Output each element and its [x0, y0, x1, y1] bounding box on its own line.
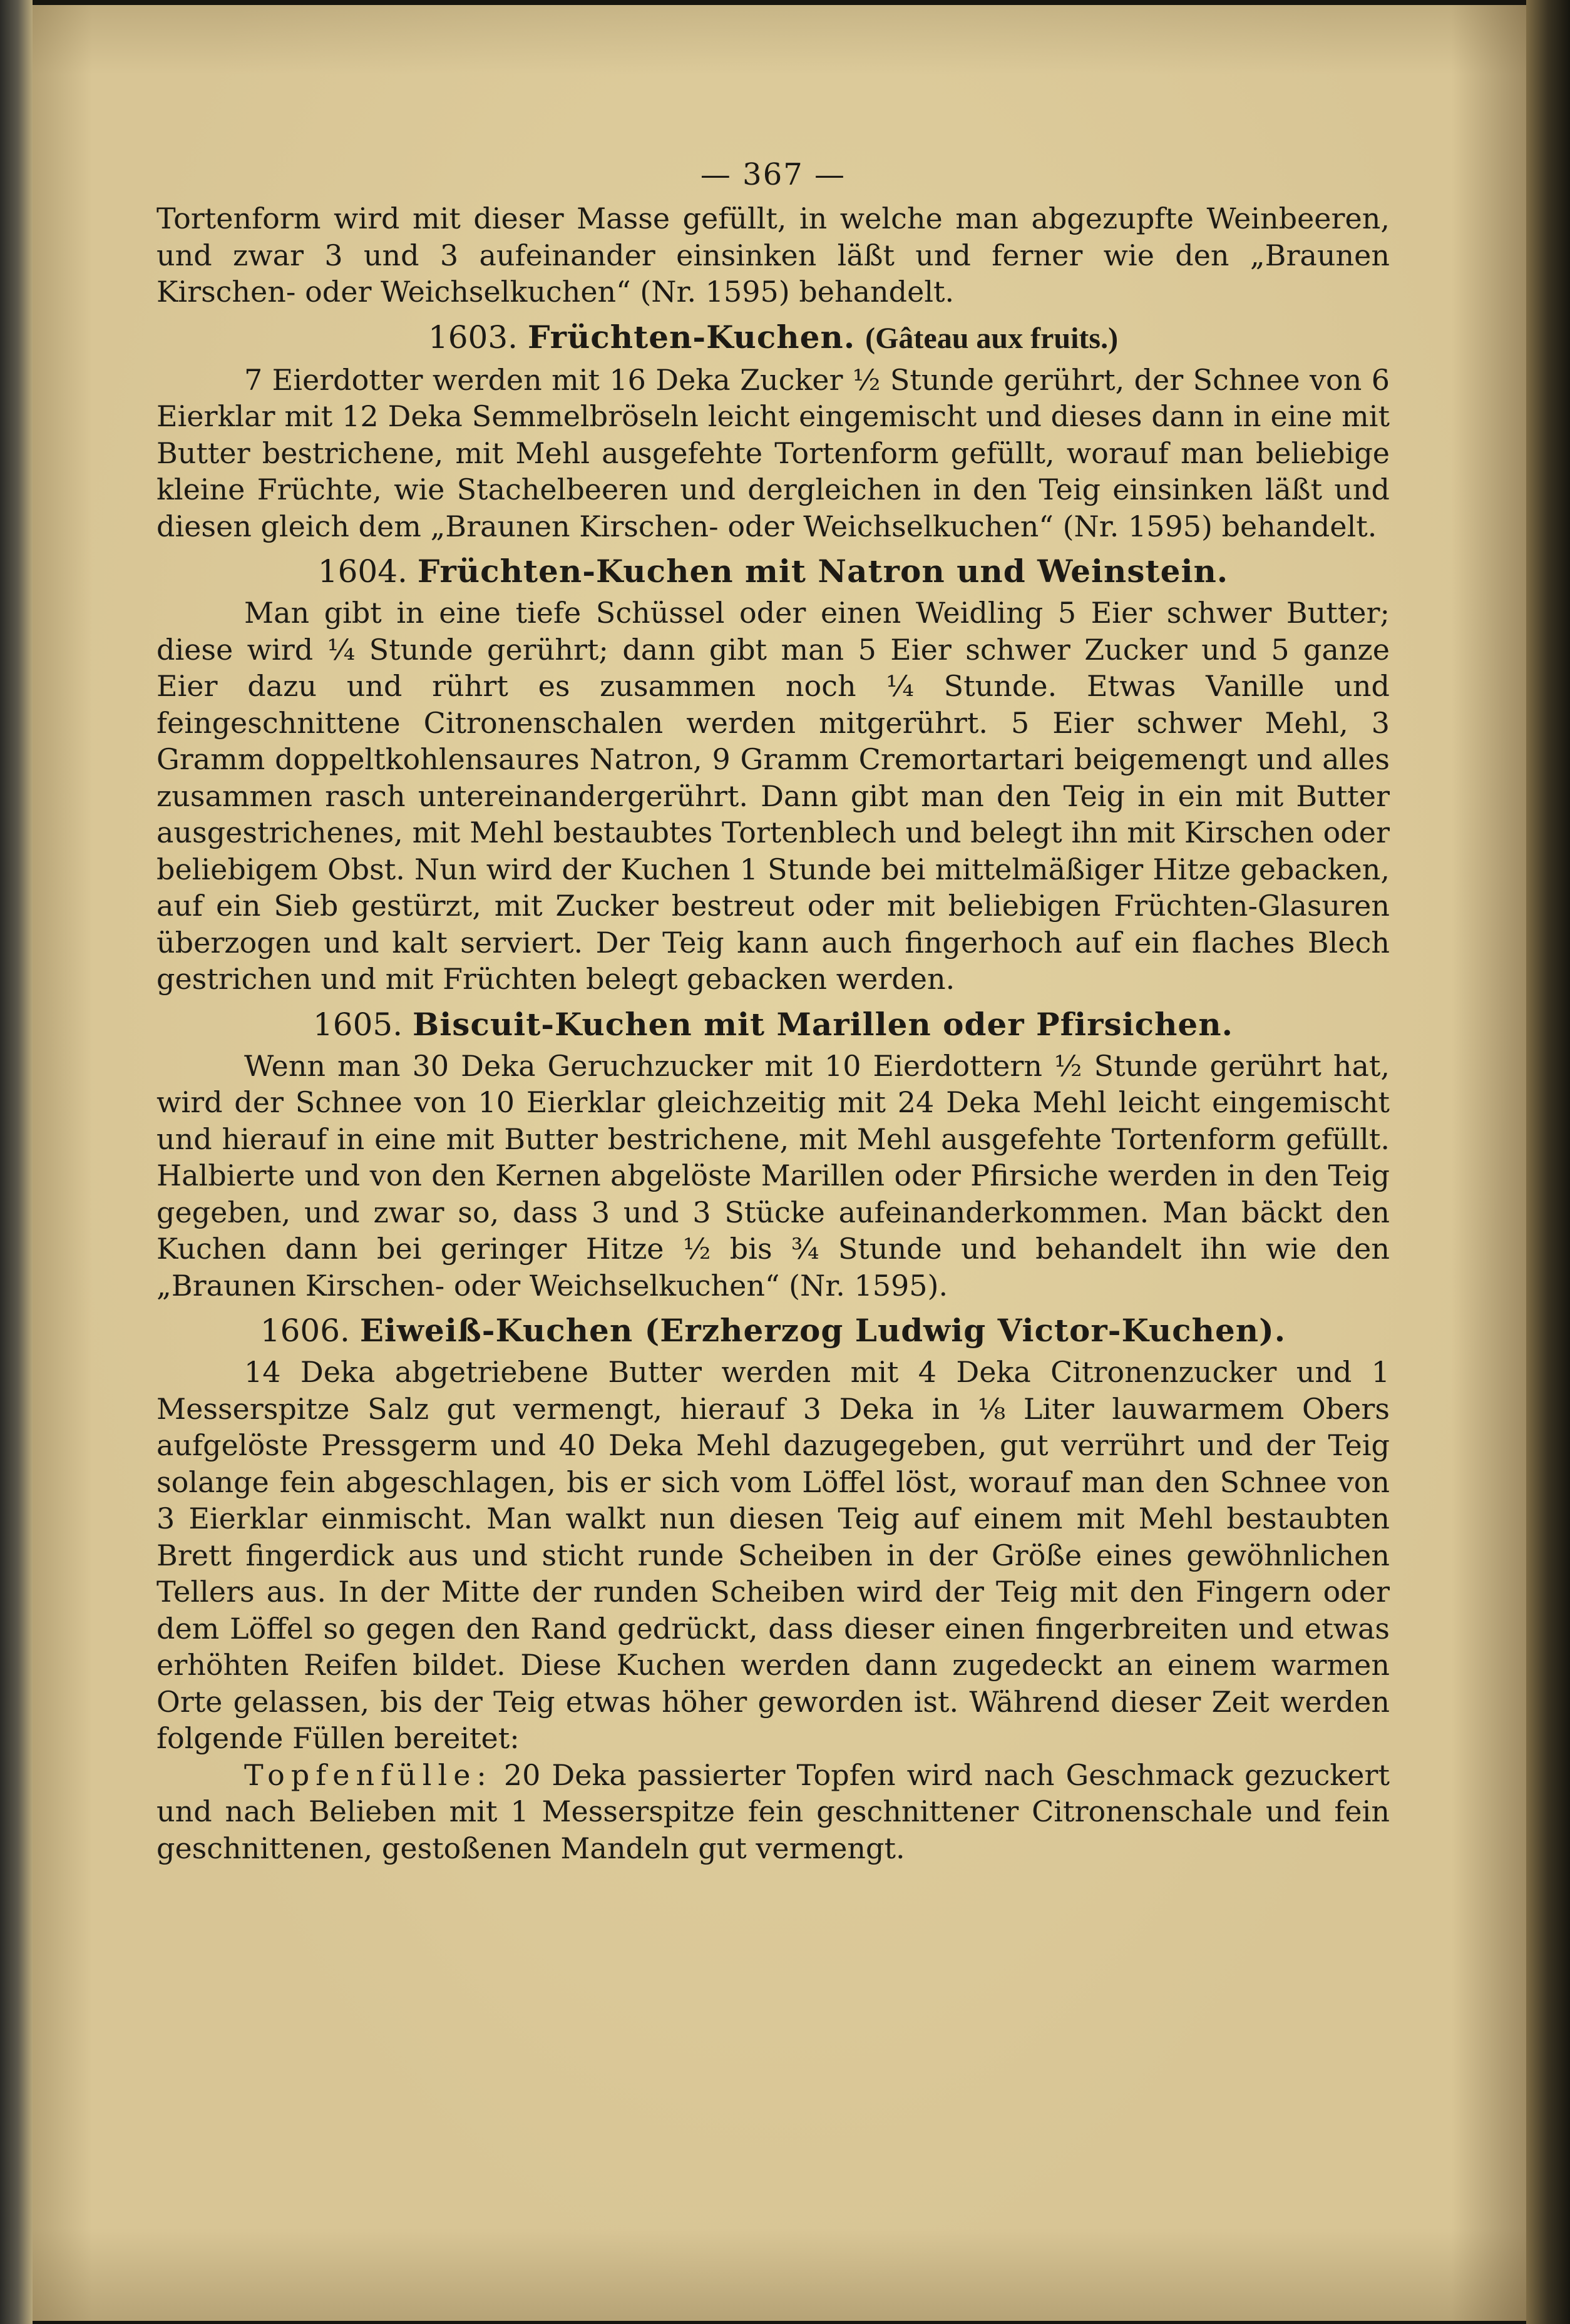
filling-paragraph	[156, 1757, 1390, 1867]
recipe-number: 1605.	[312, 1006, 403, 1043]
recipe-text-1604: Man gibt in eine tiefe Schüssel oder einen Weidling 5 Eier schwer Butter; diese wird ¼ Stunde gerührt; dann gibt man 5 Eier schwer Zucker und 5 ganze Eier dazu und rührt es zusammen noch ¼ Stunde. Etwas Vanille und feingeschnittene Citronenschalen werden mitgerührt. 5 Eier schwer Mehl, 3 Gramm doppeltkohlensaures Natron, 9 Gramm Cremortartari beigemengt und alles zusammen rasch untereinandergerührt. Dann gibt man den Teig in ein mit Butter ausgestrichenes, mit Mehl bestaubtes Tortenblech und belegt ihn mit Kirschen oder beliebigem Obst. Nun wird der Kuchen 1 Stunde bei mittelmäßiger Hitze gebacken, auf ein Sieb gestürzt, mit Zucker bestreut oder mit beliebigen Früchten-Glasuren überzogen und kalt serviert. Der Teig kann auch fingerhoch auf ein flaches Blech gestrichen und mit Früchten belegt gebacken werden.	[156, 596, 1390, 996]
previous-page-edge	[0, 0, 33, 2324]
page-edge-shadow	[1526, 0, 1570, 2324]
paragraph-continuation: Tortenform wird mit dieser Masse gefüllt, in welche man abgezupfte Weinbeeren, und zwar 3 und 3 aufeinander einsinken läßt und ferner wie den „Braunen Kirschen- oder Weichselkuchen“ (Nr. 1595) behandelt.	[156, 202, 1390, 309]
recipe-title: Eiweiß-Kuchen (Erzherzog Ludwig Victor-Kuchen).	[359, 1312, 1286, 1349]
recipe-number: 1604.	[317, 553, 408, 590]
recipe-title: Biscuit-Kuchen mit Marillen oder Pfirsichen.	[413, 1005, 1234, 1043]
recipe-text-1605: Wenn man 30 Deka Geruchzucker mit 10 Eierdottern ½ Stunde gerührt hat, wird der Schnee von 10 Eierklar gleichzeitig mit 24 Deka Mehl leicht eingemischt und hierauf in eine mit Butter bestrichene, mit Mehl ausgefehte Tortenform gefüllt. Halbierte und von den Kernen abgelöste Marillen oder Pfirsiche werden in den Teig gegeben, und zwar so, dass 3 und 3 Stücke aufeinanderkommen. Man bäckt den Kuchen dann bei geringer Hitze ½ bis ¾ Stunde und behandelt ihn wie den „Braunen Kirschen- oder Weichselkuchen“ (Nr. 1595).	[156, 1048, 1390, 1303]
recipe-number: 1603.	[428, 319, 518, 356]
recipe-text-1606: 14 Deka abgetriebene Butter werden mit 4 Deka Citronenzucker und 1 Messerspitze Salz gut vermengt, hierauf 3 Deka in ⅛ Liter lauwarmem Obers aufgelöste Pressgerm und 40 Deka Mehl dazugegeben, gut verrührt und der Teig solange fein abgeschlagen, bis er sich vom Löffel löst, worauf man den Schnee von 3 Eierklar einmischt. Man walkt nun diesen Teig auf einem mit Mehl bestaubten Brett fingerdick aus und sticht runde Scheiben in der Größe eines gewöhnlichen Tellers aus. In der Mitte der runden Scheiben wird der Teig mit den Fingern oder dem Löffel so gegen den Rand gedrückt, dass dieser einen fingerbreiten und etwas erhöhten Reifen bildet. Diese Kuchen werden dann zugedeckt an einem warmen Orte gelassen, bis der Teig etwas höher geworden ist. Während dieser Zeit werden folgende Füllen bereitet:	[156, 1355, 1390, 1755]
recipe-french-title: (Gâteau aux fruits.)	[865, 321, 1119, 355]
recipe-heading-1604	[156, 552, 1390, 591]
page-content	[156, 156, 1390, 1866]
recipe-heading-1603	[156, 318, 1390, 358]
recipe-heading-1605	[156, 1005, 1390, 1044]
recipe-text-1603: 7 Eierdotter werden mit 16 Deka Zucker ½ Stunde gerührt, der Schnee von 6 Eierklar mit 12 Deka Semmelbröseln leicht eingemischt und dieses dann in eine mit Butter bestrichene, mit Mehl ausgefehte Tortenform gefüllt, worauf man beliebige kleine Früchte, wie Stachelbeeren und dergleichen in den Teig einsinken läßt und diesen gleich dem „Braunen Kirschen- oder Weichselkuchen“ (Nr. 1595) behandelt.	[156, 362, 1390, 543]
page-number: — 367 —	[700, 157, 846, 192]
recipe-title: Früchten-Kuchen mit Natron und Weinstein.	[417, 553, 1229, 590]
recipe-heading-1606	[156, 1311, 1390, 1350]
filling-label: Topfenfülle:	[244, 1758, 493, 1792]
recipe-title: Früchten-Kuchen.	[527, 318, 856, 356]
recipe-number: 1606.	[260, 1313, 350, 1349]
filling-text: 20 Deka passierter Topfen wird nach Geschmack gezuckert und nach Belieben mit 1 Messerspitze fein geschnittener Citronenschale und fein geschnittenen, gestoßenen Mandeln gut vermengt.	[156, 1758, 1390, 1865]
